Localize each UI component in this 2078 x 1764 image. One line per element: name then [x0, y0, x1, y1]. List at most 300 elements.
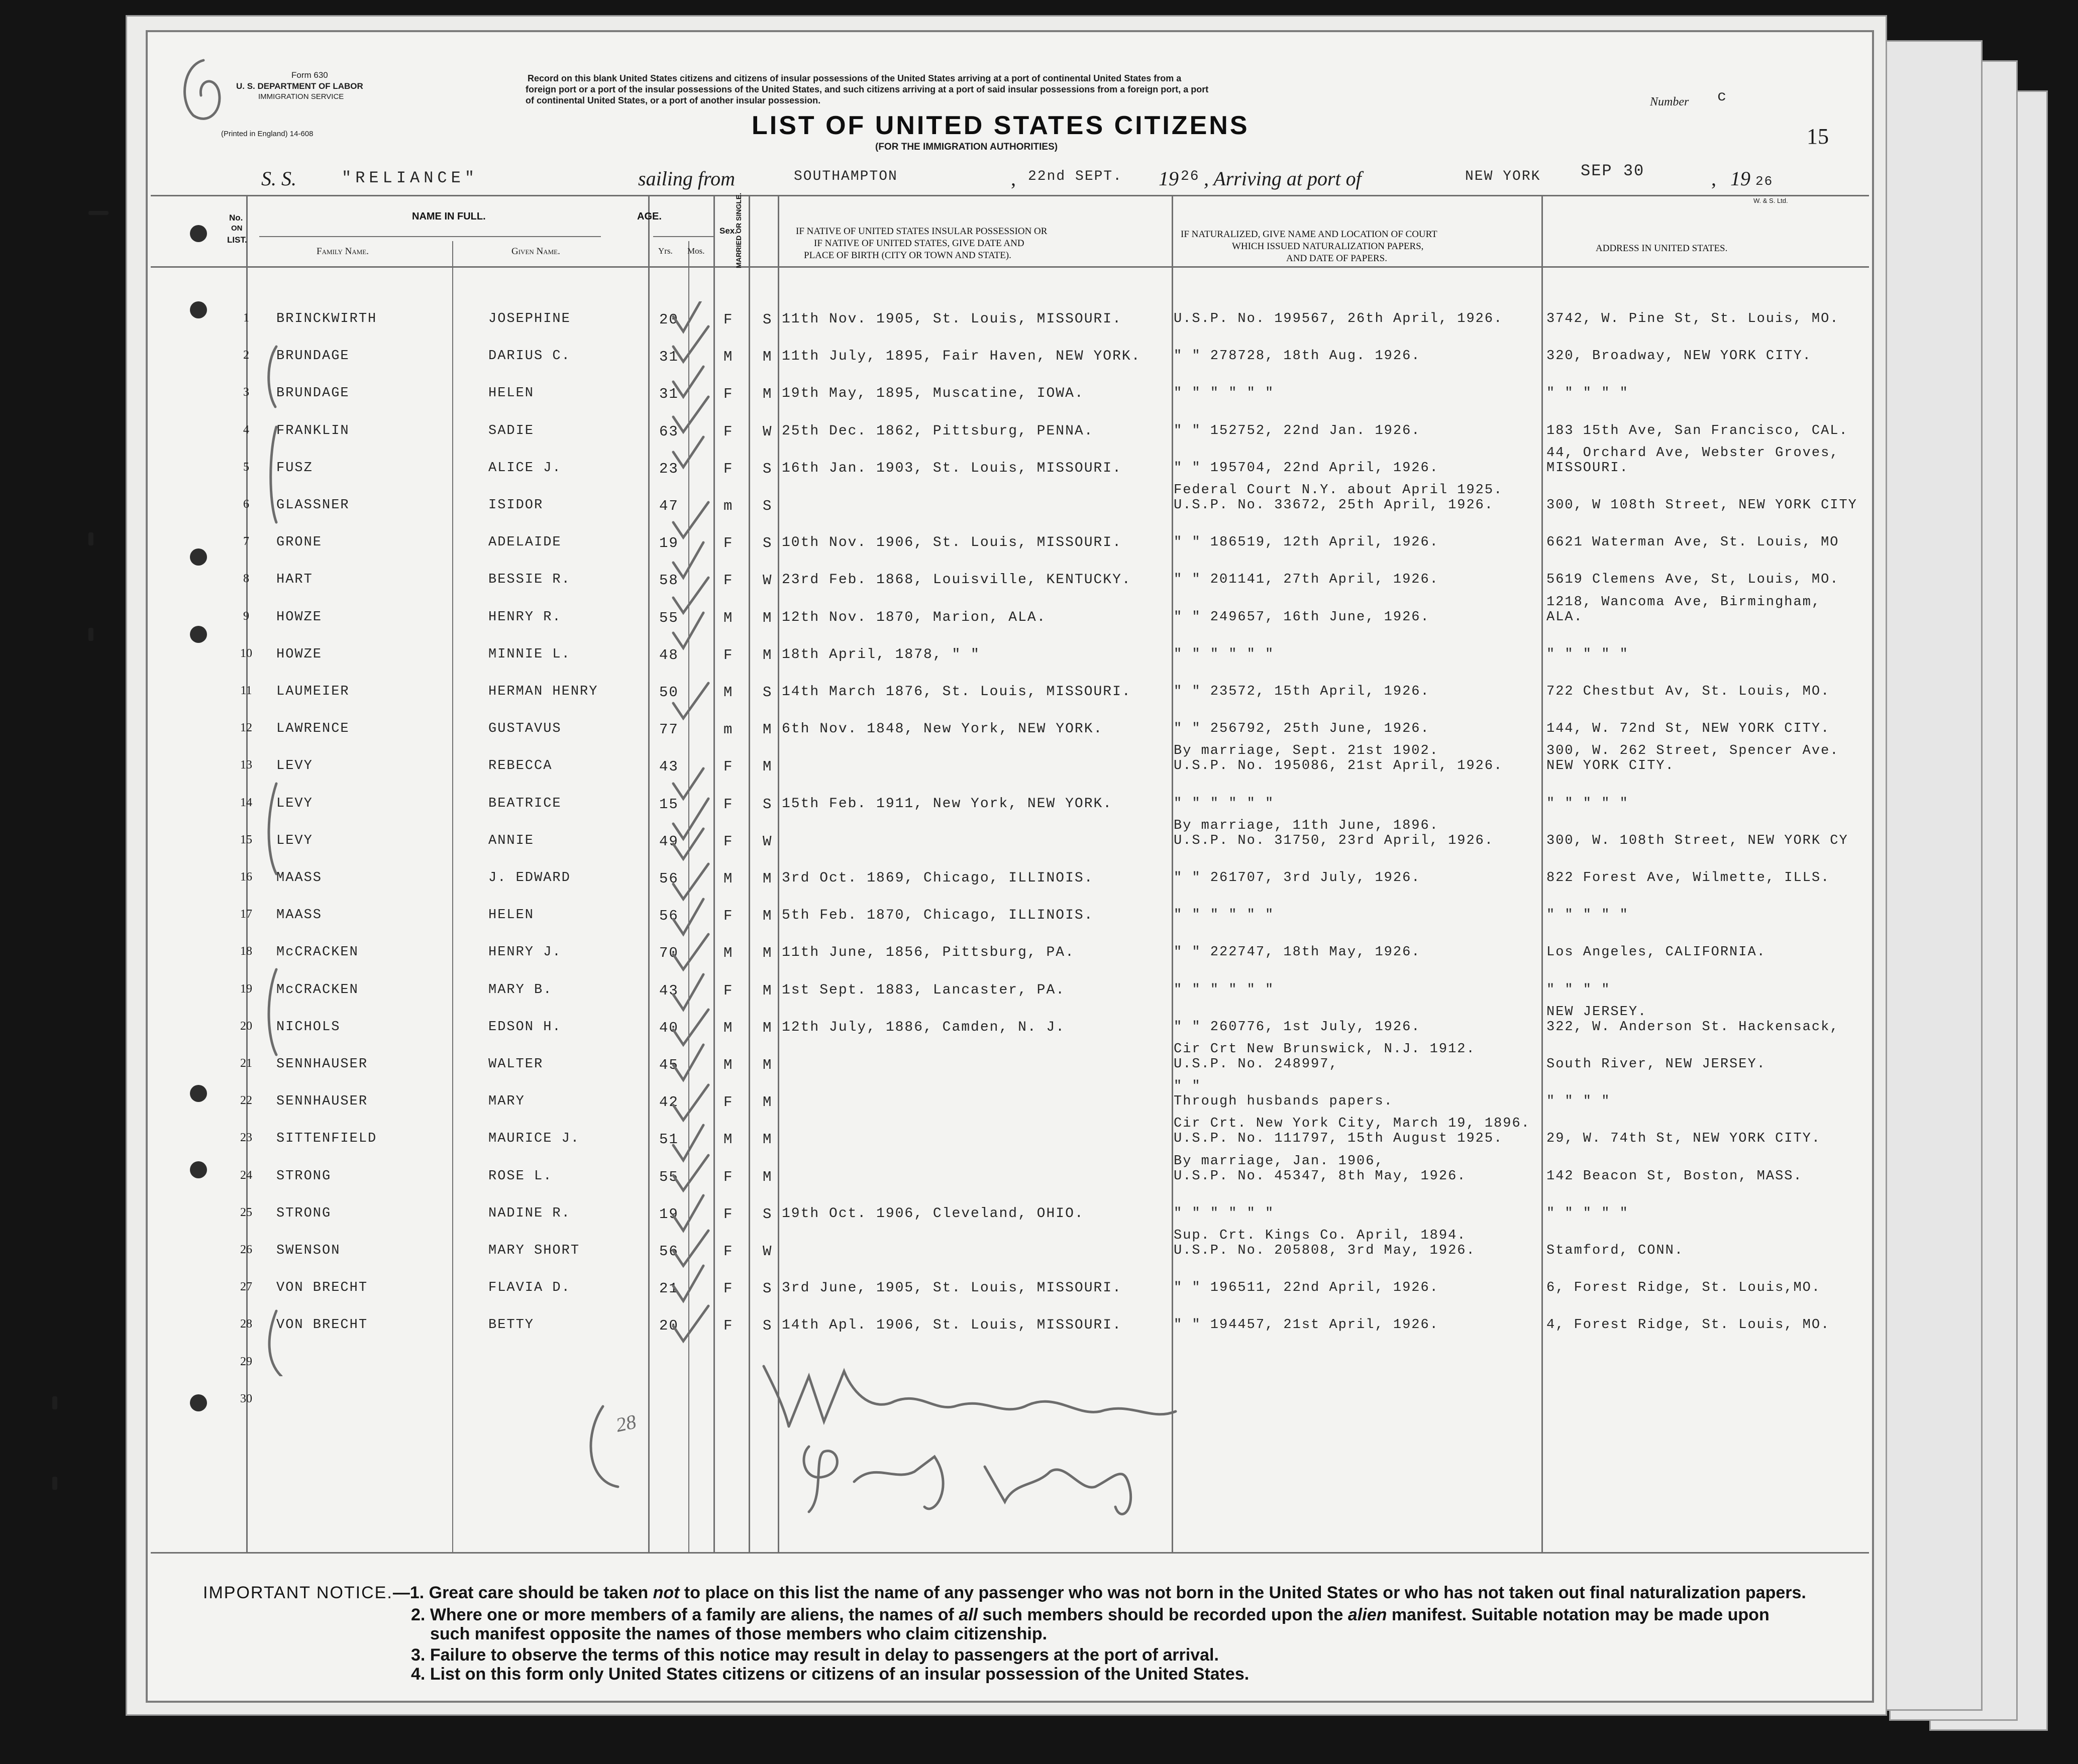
cell-sex: M [723, 349, 734, 366]
arrival-date: SEP 30 [1581, 162, 1645, 180]
margin-mark [52, 1477, 57, 1490]
col-naturalization: WHICH ISSUED NATURALIZATION PAPERS, [1232, 241, 1424, 252]
cell-age: 43 [659, 758, 679, 776]
cell-age: 51 [659, 1131, 679, 1148]
col-family: Family Name. [317, 246, 369, 257]
cell-addr2: " " " " " [1546, 1205, 1629, 1221]
margin-mark [88, 211, 109, 215]
cell-birth: 11th Nov. 1905, St. Louis, MISSOURI. [782, 311, 1122, 327]
cell-sex: F [723, 1317, 734, 1335]
sailing-date: 22nd SEPT. [1028, 169, 1123, 184]
cell-nat2: " " 152752, 22nd Jan. 1926. [1174, 423, 1421, 438]
cell-ms: M [763, 721, 773, 738]
cell-sex: F [723, 572, 734, 589]
cell-birth: 12th Nov. 1870, Marion, ALA. [782, 609, 1047, 625]
cell-nat2: " " " " " " [1174, 796, 1275, 811]
cell-nat2: " " 260776, 1st July, 1926. [1174, 1019, 1421, 1035]
notice-item-2: such members should be recorded upon the [978, 1605, 1348, 1624]
cell-ms: W [763, 1243, 773, 1260]
cell-sex: F [723, 796, 734, 813]
comma: , [1711, 167, 1716, 190]
cell-family: GRONE [276, 535, 323, 550]
cell-given: HERMAN HENRY [488, 684, 598, 699]
cell-family: FRANKLIN [276, 423, 350, 438]
cell-sex: F [723, 1168, 734, 1185]
cell-nat1: Federal Court N.Y. about April 1925. [1174, 483, 1503, 498]
arrival-port: NEW YORK [1465, 169, 1541, 184]
cell-addr2: " " " " [1546, 1094, 1611, 1110]
comma: , [1011, 167, 1016, 190]
cell-addr1: 44, Orchard Ave, Webster Groves, [1546, 445, 1839, 461]
cell-given: EDSON H. [488, 1019, 562, 1035]
cell-birth: 23rd Feb. 1868, Louisville, KENTUCKY. [782, 572, 1131, 588]
arrival-year-prefix: 19 [1730, 167, 1750, 190]
cell-family: LAUMEIER [276, 684, 350, 699]
notice-emphasis: not [653, 1583, 680, 1602]
cell-sex: F [723, 386, 734, 403]
cell-ms: W [763, 572, 773, 589]
col-birth: IF NATIVE OF UNITED STATES, GIVE DATE AND [814, 238, 1024, 249]
notice-item-3-number: 3. [411, 1645, 426, 1665]
cell-family: SWENSON [276, 1243, 341, 1258]
cell-addr1: NEW JERSEY. [1546, 1004, 1647, 1020]
cell-sex: F [723, 833, 734, 850]
cell-no: 16 [240, 870, 252, 884]
cell-birth: 19th May, 1895, Muscatine, IOWA. [782, 386, 1084, 402]
notice-item-4-number: 4. [411, 1665, 426, 1684]
col-given: Given Name. [511, 246, 560, 257]
punch-hole [190, 626, 207, 643]
cell-addr2: Stamford, CONN. [1546, 1243, 1684, 1258]
cell-no: 22 [240, 1094, 252, 1108]
cell-family: BRINCKWIRTH [276, 311, 377, 326]
cell-birth: 16th Jan. 1903, St. Louis, MISSOURI. [782, 460, 1122, 476]
cell-given: ISIDOR [488, 498, 544, 513]
cell-given: REBECCA [488, 758, 553, 774]
notice-item-1-number: —1. [392, 1583, 425, 1602]
cell-sex: F [723, 758, 734, 776]
col-birth: PLACE OF BIRTH (CITY OR TOWN AND STATE). [804, 250, 1011, 261]
cell-age: 47 [659, 498, 679, 514]
table-rule [151, 195, 1869, 196]
cell-addr2: 6621 Waterman Ave, St. Louis, MO [1546, 535, 1839, 550]
cell-nat2: " " 222747, 18th May, 1926. [1174, 945, 1421, 960]
cell-addr2: " " " " " [1546, 908, 1629, 923]
cell-given: BEATRICE [488, 796, 562, 811]
cell-ms: M [763, 1168, 773, 1185]
cell-ms: S [763, 1205, 773, 1223]
cell-age: 63 [659, 423, 679, 440]
notice [203, 1583, 1806, 1603]
printer-mark: W. & S. Ltd. [1753, 197, 1788, 204]
cell-nat2: " " 23572, 15th April, 1926. [1174, 684, 1430, 699]
page-title: LIST OF UNITED STATES CITIZENS [752, 111, 1250, 140]
cell-sex: m [723, 721, 734, 738]
cell-birth: 11th June, 1856, Pittsburg, PA. [782, 945, 1075, 961]
sailing-label: sailing from [638, 167, 735, 190]
cell-no: 28 [240, 1317, 252, 1331]
cell-ms: S [763, 460, 773, 477]
punch-hole [190, 1161, 207, 1178]
cell-given: MARY SHORT [488, 1243, 580, 1258]
cell-family: LEVY [276, 796, 313, 811]
cell-ms: M [763, 870, 773, 887]
col-address: ADDRESS IN UNITED STATES. [1596, 243, 1728, 254]
cell-nat2: Through husbands papers. [1174, 1094, 1393, 1110]
cell-given: ROSE L. [488, 1168, 553, 1184]
cell-addr2: 142 Beacon St, Boston, MASS. [1546, 1168, 1803, 1184]
cell-ms: S [763, 498, 773, 514]
cell-nat1: " " [1174, 1079, 1201, 1094]
cell-addr1: 1218, Wancoma Ave, Birmingham, [1546, 594, 1821, 610]
cell-family: VON BRECHT [276, 1317, 368, 1333]
cell-ms: W [763, 423, 773, 440]
cell-addr2: MISSOURI. [1546, 460, 1629, 476]
cell-no: 13 [240, 758, 252, 772]
cell-birth: 10th Nov. 1906, St. Louis, MISSOURI. [782, 535, 1122, 551]
col-age: AGE. [637, 211, 662, 222]
punch-hole [190, 301, 207, 318]
corner-mark [173, 55, 234, 131]
cell-ms: M [763, 609, 773, 626]
cell-addr2: 322, W. Anderson St. Hackensack, [1546, 1019, 1839, 1035]
cell-nat2: " " " " " " [1174, 1205, 1275, 1221]
cell-nat2: U.S.P. No. 199567, 26th April, 1926. [1174, 311, 1503, 326]
cell-addr2: 5619 Clemens Ave, St, Louis, MO. [1546, 572, 1839, 588]
cell-no: 10 [240, 646, 252, 660]
cell-sex: F [723, 982, 734, 999]
cell-given: MINNIE L. [488, 646, 571, 662]
instruction-line: Record on this blank United States citizens and citizens of insular possessions of the United States arriving at a port of continental United States from a [528, 73, 1182, 83]
cell-given: MARY B. [488, 982, 553, 998]
cell-addr2: " " " " " [1546, 386, 1629, 401]
notice-item-2: Where one or more members of a family are aliens, the names of [430, 1605, 959, 1624]
col-birth: IF NATIVE OF UNITED STATES INSULAR POSSESSION OR [796, 226, 1048, 237]
cell-nat1: By marriage, Jan. 1906, [1174, 1153, 1384, 1169]
cell-age: 55 [659, 1168, 679, 1185]
cell-family: MAASS [276, 870, 323, 886]
number-label: Number [1650, 95, 1689, 108]
cell-no: 4 [243, 423, 249, 436]
cell-ms: M [763, 1094, 773, 1111]
cell-nat2: U.S.P. No. 45347, 8th May, 1926. [1174, 1168, 1467, 1184]
cell-given: J. EDWARD [488, 870, 571, 886]
cell-ms: M [763, 758, 773, 776]
cell-ms: S [763, 796, 773, 813]
punch-hole [190, 1394, 207, 1411]
cell-sex: F [723, 646, 734, 664]
cell-age: 77 [659, 721, 679, 738]
handwritten-signature [573, 1336, 1226, 1527]
cell-age: 48 [659, 646, 679, 664]
printed-note: (Printed in England) 14-608 [221, 130, 314, 138]
cell-family: SENNHAUSER [276, 1094, 368, 1110]
cell-no: 7 [243, 535, 249, 548]
col-married: MARRIED OR SINGLE. [735, 192, 743, 268]
cell-birth: 3rd Oct. 1869, Chicago, ILLINOIS. [782, 870, 1094, 886]
cell-age: 50 [659, 684, 679, 701]
cell-given: HENRY R. [488, 609, 562, 625]
cell-addr2: 183 15th Ave, San Francisco, CAL. [1546, 423, 1848, 438]
col-sex: Sex. [719, 226, 737, 236]
cell-family: BRUNDAGE [276, 386, 350, 401]
cell-no: 21 [240, 1057, 252, 1070]
cell-no: 24 [240, 1168, 252, 1182]
cell-nat2: " " 186519, 12th April, 1926. [1174, 535, 1439, 550]
table-rule [151, 266, 1869, 268]
cell-no: 25 [240, 1205, 252, 1219]
cell-age: 31 [659, 386, 679, 403]
instruction-line: of continental United States, or a port of another insular possession. [526, 95, 821, 105]
cell-age: 55 [659, 609, 679, 626]
cell-sex: M [723, 870, 734, 887]
cell-nat1: Sup. Crt. Kings Co. April, 1894. [1174, 1228, 1467, 1243]
notice [411, 1605, 1770, 1625]
cell-addr2: " " " " [1546, 982, 1611, 998]
cell-family: LEVY [276, 833, 313, 848]
cell-nat2: " " 256792, 25th June, 1926. [1174, 721, 1430, 737]
cell-family: STRONG [276, 1168, 332, 1184]
cell-family: HART [276, 572, 313, 588]
number-value: c [1717, 88, 1728, 105]
cell-family: SITTENFIELD [276, 1131, 377, 1147]
cell-ms: M [763, 1131, 773, 1148]
cell-nat1: By marriage, Sept. 21st 1902. [1174, 743, 1439, 759]
cell-ms: M [763, 945, 773, 962]
cell-nat2: U.S.P. No. 248997, [1174, 1057, 1338, 1072]
cell-family: STRONG [276, 1205, 332, 1221]
cell-no: 27 [240, 1280, 252, 1294]
cell-given: ANNIE [488, 833, 535, 848]
cell-no: 12 [240, 721, 252, 735]
cell-age: 19 [659, 1205, 679, 1223]
cell-nat1: Cir Crt New Brunswick, N.J. 1912. [1174, 1042, 1476, 1057]
cell-age: 40 [659, 1019, 679, 1036]
cell-ms: M [763, 646, 773, 664]
ship-name: "RELIANCE" [342, 169, 479, 187]
cell-ms: M [763, 1057, 773, 1073]
cell-birth: 25th Dec. 1862, Pittsburg, PENNA. [782, 423, 1094, 439]
cell-addr2: 320, Broadway, NEW YORK CITY. [1546, 349, 1812, 364]
cell-sex: M [723, 1019, 734, 1036]
cell-nat2: " " 261707, 3rd July, 1926. [1174, 870, 1421, 886]
page-number: 15 [1807, 124, 1829, 149]
col-yrs: Yrs. [658, 246, 673, 256]
cell-birth: 15th Feb. 1911, New York, NEW YORK. [782, 796, 1113, 812]
cell-birth: 18th April, 1878, " " [782, 646, 980, 663]
year-suffix: 26 [1181, 169, 1200, 184]
cell-addr2: ALA. [1546, 609, 1583, 625]
cell-ms: S [763, 1280, 773, 1297]
cell-birth: 3rd June, 1905, St. Louis, MISSOURI. [782, 1280, 1122, 1296]
cell-addr1: 300, W. 262 Street, Spencer Ave. [1546, 743, 1839, 759]
ss-label: S. S. [261, 167, 296, 190]
cell-sex: M [723, 945, 734, 962]
cell-family: McCRACKEN [276, 945, 359, 960]
cell-sex: F [723, 460, 734, 477]
cell-nat2: U.S.P. No. 195086, 21st April, 1926. [1174, 758, 1503, 774]
cell-nat1: Cir Crt. New York City, March 19, 1896. [1174, 1116, 1530, 1132]
cell-birth: 1st Sept. 1883, Lancaster, PA. [782, 982, 1066, 998]
punch-hole [190, 225, 207, 242]
cell-birth: 14th Apl. 1906, St. Louis, MISSOURI. [782, 1317, 1122, 1334]
cell-no: 1 [243, 311, 249, 324]
cell-nat2: " " 249657, 16th June, 1926. [1174, 609, 1430, 625]
cell-addr2: Los Angeles, CALIFORNIA. [1546, 945, 1766, 960]
cell-age: 20 [659, 311, 679, 328]
cell-addr2: NEW YORK CITY. [1546, 758, 1675, 774]
table-rule [151, 1552, 1869, 1554]
notice-item-1: to place on this list the name of any passenger who was not born in the United States or who has not taken out final naturalization papers. [679, 1583, 1806, 1602]
cell-given: WALTER [488, 1057, 544, 1072]
cell-birth: 6th Nov. 1848, New York, NEW YORK. [782, 721, 1103, 737]
cell-sex: M [723, 609, 734, 626]
notice-item-4: List on this form only United States citizens or citizens of an insular possession of the United States. [430, 1665, 1250, 1684]
cell-given: JOSEPHINE [488, 311, 571, 326]
cell-sex: F [723, 1094, 734, 1111]
departure-port: SOUTHAMPTON [794, 169, 898, 184]
form-number: Form 630 [291, 70, 328, 80]
notice-item-2: manifest. Suitable notation may be made upon [1387, 1605, 1770, 1624]
cell-sex: M [723, 1131, 734, 1148]
cell-given: MAURICE J. [488, 1131, 580, 1147]
cell-nat2: " " 194457, 21st April, 1926. [1174, 1317, 1439, 1333]
cell-nat2: U.S.P. No. 111797, 15th August 1925. [1174, 1131, 1503, 1147]
cell-no: 14 [240, 796, 252, 809]
cell-ms: M [763, 386, 773, 403]
cell-sex: F [723, 535, 734, 552]
arrival-year-suffix: 26 [1755, 174, 1774, 189]
cell-no: 17 [240, 908, 252, 921]
col-naturalization: AND DATE OF PAPERS. [1286, 253, 1387, 264]
cell-given: BETTY [488, 1317, 535, 1333]
notice-item-3: Failure to observe the terms of this notice may result in delay to passengers at the port of arrival. [430, 1645, 1219, 1665]
cell-sex: F [723, 423, 734, 440]
department: U. S. DEPARTMENT OF LABOR [236, 81, 363, 91]
cell-ms: S [763, 535, 773, 552]
cell-sex: F [723, 908, 734, 925]
notice-emphasis: alien [1347, 1605, 1387, 1624]
page-subtitle: (FOR THE IMMIGRATION AUTHORITIES) [875, 142, 1058, 152]
cell-ms: M [763, 1019, 773, 1036]
handwritten-ticks [251, 301, 804, 1376]
cell-ms: W [763, 833, 773, 850]
col-no: No. [229, 213, 243, 223]
margin-mark [52, 1396, 57, 1409]
table-rule [259, 236, 601, 237]
cell-family: BRUNDAGE [276, 349, 350, 364]
cell-sex: F [723, 311, 734, 328]
cell-addr2: 29, W. 74th St, NEW YORK CITY. [1546, 1131, 1821, 1147]
notice-emphasis: all [959, 1605, 978, 1624]
cell-nat1: By marriage, 11th June, 1896. [1174, 818, 1439, 833]
cell-birth: 12th July, 1886, Camden, N. J. [782, 1019, 1066, 1035]
cell-family: McCRACKEN [276, 982, 359, 998]
cell-sex: F [723, 1280, 734, 1297]
cell-given: NADINE R. [488, 1205, 571, 1221]
cell-nat2: " " " " " " [1174, 646, 1275, 662]
cell-no: 23 [240, 1131, 252, 1145]
cell-no: 18 [240, 945, 252, 958]
cell-nat2: " " " " " " [1174, 982, 1275, 998]
cell-given: HELEN [488, 386, 535, 401]
cell-age: 42 [659, 1094, 679, 1111]
cell-no: 11 [240, 684, 252, 697]
margin-mark [88, 628, 93, 641]
col-no: ON [231, 224, 243, 233]
cell-age: 49 [659, 833, 679, 850]
cell-given: SADIE [488, 423, 535, 438]
cell-addr2: 144, W. 72nd St, NEW YORK CITY. [1546, 721, 1830, 737]
col-no: LIST. [227, 235, 247, 245]
cell-given: MARY [488, 1094, 525, 1110]
cell-family: HOWZE [276, 609, 323, 625]
cell-ms: S [763, 684, 773, 701]
cell-age: 19 [659, 535, 679, 552]
cell-addr2: 822 Forest Ave, Wilmette, ILLS. [1546, 870, 1830, 886]
cell-sex: m [723, 498, 734, 514]
cell-family: HOWZE [276, 646, 323, 662]
notice-item-2-number: 2. [411, 1605, 426, 1624]
cell-sex: F [723, 1205, 734, 1223]
notice-item-1: Great care should be taken [429, 1583, 653, 1602]
cell-addr2: " " " " " [1546, 646, 1629, 662]
cell-nat2: " " 195704, 22nd April, 1926. [1174, 460, 1439, 476]
service: IMMIGRATION SERVICE [258, 92, 344, 101]
cell-sex: M [723, 1057, 734, 1073]
cell-given: HELEN [488, 908, 535, 923]
instruction-line: foreign port or a port of the insular possessions of the United States, and such citizens arriving at a port of said insular possessions from a foreign port, a port [526, 84, 1209, 94]
cell-family: NICHOLS [276, 1019, 341, 1035]
cell-addr2: 4, Forest Ridge, St. Louis, MO. [1546, 1317, 1830, 1333]
cell-age: 58 [659, 572, 679, 589]
notice [411, 1665, 1249, 1684]
cell-family: MAASS [276, 908, 323, 923]
cell-ms: M [763, 349, 773, 366]
cell-no: 3 [243, 386, 249, 399]
cell-ms: M [763, 908, 773, 925]
cell-addr2: 6, Forest Ridge, St. Louis,MO. [1546, 1280, 1821, 1296]
table-rule [1541, 196, 1543, 1552]
cell-no: 5 [243, 460, 249, 474]
cell-age: 45 [659, 1057, 679, 1073]
cell-given: HENRY J. [488, 945, 562, 960]
cell-addr2: 300, W. 108th Street, NEW YORK CY [1546, 833, 1848, 848]
cell-age: 31 [659, 349, 679, 366]
notice [411, 1645, 1219, 1665]
cell-addr2: South River, NEW JERSEY. [1546, 1057, 1766, 1072]
cell-addr2: 300, W 108th Street, NEW YORK CITY [1546, 498, 1857, 513]
cell-addr2: 3742, W. Pine St, St. Louis, MO. [1546, 311, 1839, 326]
year-prefix: 19 [1159, 167, 1179, 190]
cell-sex: M [723, 684, 734, 701]
cell-age: 70 [659, 945, 679, 962]
cell-age: 56 [659, 908, 679, 925]
cell-no: 9 [243, 609, 249, 623]
cell-age: 56 [659, 870, 679, 887]
cell-nat2: U.S.P. No. 31750, 23rd April, 1926. [1174, 833, 1494, 848]
cell-nat2: " " 201141, 27th April, 1926. [1174, 572, 1439, 588]
cell-family: VON BRECHT [276, 1280, 368, 1296]
cell-age: 15 [659, 796, 679, 813]
cell-addr2: " " " " " [1546, 796, 1629, 811]
cell-age: 20 [659, 1317, 679, 1335]
cell-birth: 11th July, 1895, Fair Haven, NEW YORK. [782, 349, 1141, 365]
cell-no: 26 [240, 1243, 252, 1256]
cell-no: 8 [243, 572, 249, 586]
cell-no: 19 [240, 982, 252, 996]
handwritten-count: 28 [613, 1410, 639, 1437]
